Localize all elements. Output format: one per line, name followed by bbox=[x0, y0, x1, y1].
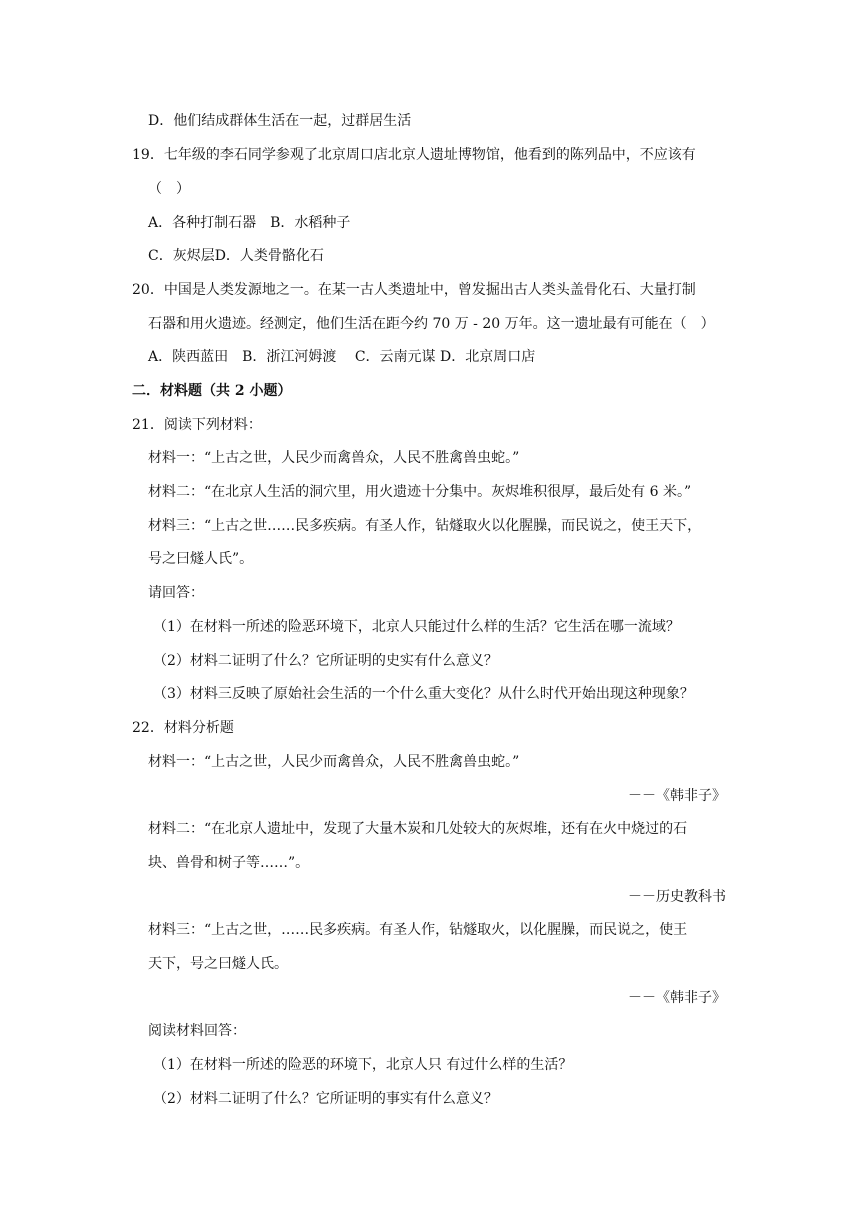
q21-subquestion-1: （1）在材料一所述的险恶环境下，北京人只能过什么样的生活？它生活在哪一流域？ bbox=[153, 619, 680, 635]
q18-option-d: D．他们结成群体生活在一起，过群居生活 bbox=[148, 113, 412, 129]
q22-material2-line2: 块、兽骨和树子等……”。 bbox=[148, 855, 310, 871]
q22-source1: －－《韩非子》 bbox=[628, 788, 726, 804]
q21-material3-line1: 材料三：“上古之世……民多疾病。有圣人作，钻燧取火以化腥臊，而民说之，使王天下， bbox=[148, 518, 702, 534]
q22-source2: －－历史教科书 bbox=[628, 889, 726, 905]
q20-options: A．陕西蓝田 B．浙江河姆渡 C．云南元谋 D．北京周口店 bbox=[148, 349, 536, 365]
q20-stem-line1: 20．中国是人类发源地之一。在某一古人类遗址中，曾发掘出古人类头盖骨化石、大量打制 bbox=[132, 282, 696, 298]
q19-stem-line2: （ ） bbox=[148, 181, 190, 197]
q19-stem-line1: 19．七年级的李石同学参观了北京周口店北京人遗址博物馆，他看到的陈列品中，不应该有 bbox=[132, 147, 696, 163]
q19-options-line1: A．各种打制石器 B．水稻种子 bbox=[148, 215, 351, 231]
q21-subquestion-2: （2）材料二证明了什么？它所证明的史实有什么意义？ bbox=[153, 653, 498, 669]
q22-subquestion-1: （1）在材料一所述的险恶的环境下，北京人只 有过什么样的生活？ bbox=[153, 1057, 573, 1073]
q21-material1: 材料一：“上古之世，人民少而禽兽众，人民不胜禽兽虫蛇。” bbox=[148, 450, 520, 466]
q22-prompt: 阅读材料回答： bbox=[148, 1023, 246, 1039]
q22-material1: 材料一：“上古之世，人民少而禽兽众，人民不胜禽兽虫蛇。” bbox=[148, 754, 520, 770]
q22-subquestion-2: （2）材料二证明了什么？它所证明的事实有什么意义？ bbox=[153, 1091, 498, 1107]
q22-stem: 22．材料分析题 bbox=[132, 720, 234, 736]
q19-options-line2: C．灰烬层D．人类骨骼化石 bbox=[148, 248, 324, 264]
q21-subquestion-3: （3）材料三反映了原始社会生活的一个什么重大变化？从什么时代开始出现这种现象？ bbox=[153, 686, 694, 702]
section-heading: 二．材料题（共 2 小题） bbox=[132, 383, 292, 399]
q22-material2-line1: 材料二：“在北京人遗址中，发现了大量木炭和几处较大的灰烬堆，还有在火中烧过的石 bbox=[148, 821, 688, 837]
q21-stem: 21．阅读下列材料： bbox=[132, 417, 262, 433]
q21-material3-line2: 号之曰燧人氏”。 bbox=[148, 551, 254, 567]
q21-material2: 材料二：“在北京人生活的洞穴里，用火遗迹十分集中。灰烬堆积很厚，最后处有 6 米。” bbox=[148, 484, 692, 500]
q22-source3: －－《韩非子》 bbox=[628, 990, 726, 1006]
q22-material3-line2: 天下，号之曰燧人氏。 bbox=[148, 956, 288, 972]
q22-material3-line1: 材料三：“上古之世，……民多疾病。有圣人作，钻燧取火，以化腥臊，而民说之，使王 bbox=[148, 922, 688, 938]
q20-stem-line2: 石器和用火遗迹。经测定，他们生活在距今约 70 万 - 20 万年。这一遗址最有可能在（ ） bbox=[148, 316, 715, 332]
q21-prompt: 请回答： bbox=[148, 585, 204, 601]
